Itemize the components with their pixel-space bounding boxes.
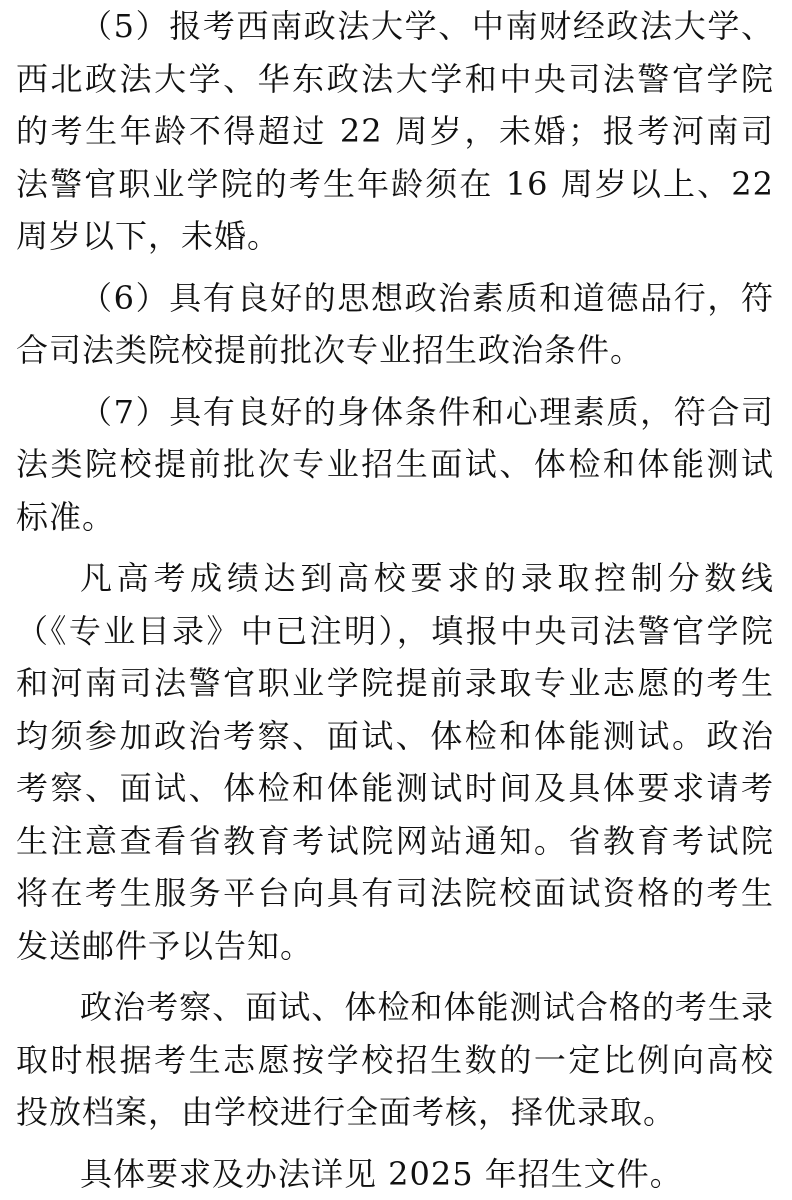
- paragraph-political-requirement: （6）具有良好的思想政治素质和道德品行，符合司法类院校提前批次专业招生政治条件。: [16, 272, 774, 377]
- paragraph-test-procedure: 凡高考成绩达到高校要求的录取控制分数线（《专业目录》中已注明），填报中央司法警官学院和河南司法警官职业学院提前录取专业志愿的考生均须参加政治考察、面试、体检和体能测试。政治考察、面试、体检和体能测试时间及具体要求请考生注意查看省教育考试院网站通知。省教育考试院将在考生服务平台向具有司法院校面试资格的考生发送邮件予以告知。: [16, 552, 774, 972]
- paragraph-reference: 具体要求及办法详见 2025 年招生文件。: [16, 1148, 774, 1200]
- paragraph-admission-process: 政治考察、面试、体检和体能测试合格的考生录取时根据考生志愿按学校招生数的一定比例向高校投放档案，由学校进行全面考核，择优录取。: [16, 981, 774, 1139]
- paragraph-physical-requirement: （7）具有良好的身体条件和心理素质，符合司法类院校提前批次专业招生面试、体检和体能测试标准。: [16, 386, 774, 544]
- paragraph-age-requirement: （5）报考西南政法大学、中南财经政法大学、西北政法大学、华东政法大学和中央司法警官学院的考生年龄不得超过 22 周岁，未婚；报考河南司法警官职业学院的考生年龄须在 16 周岁以上、22 周岁以下，未婚。: [16, 0, 774, 263]
- document-body: [16, 0, 774, 1200]
